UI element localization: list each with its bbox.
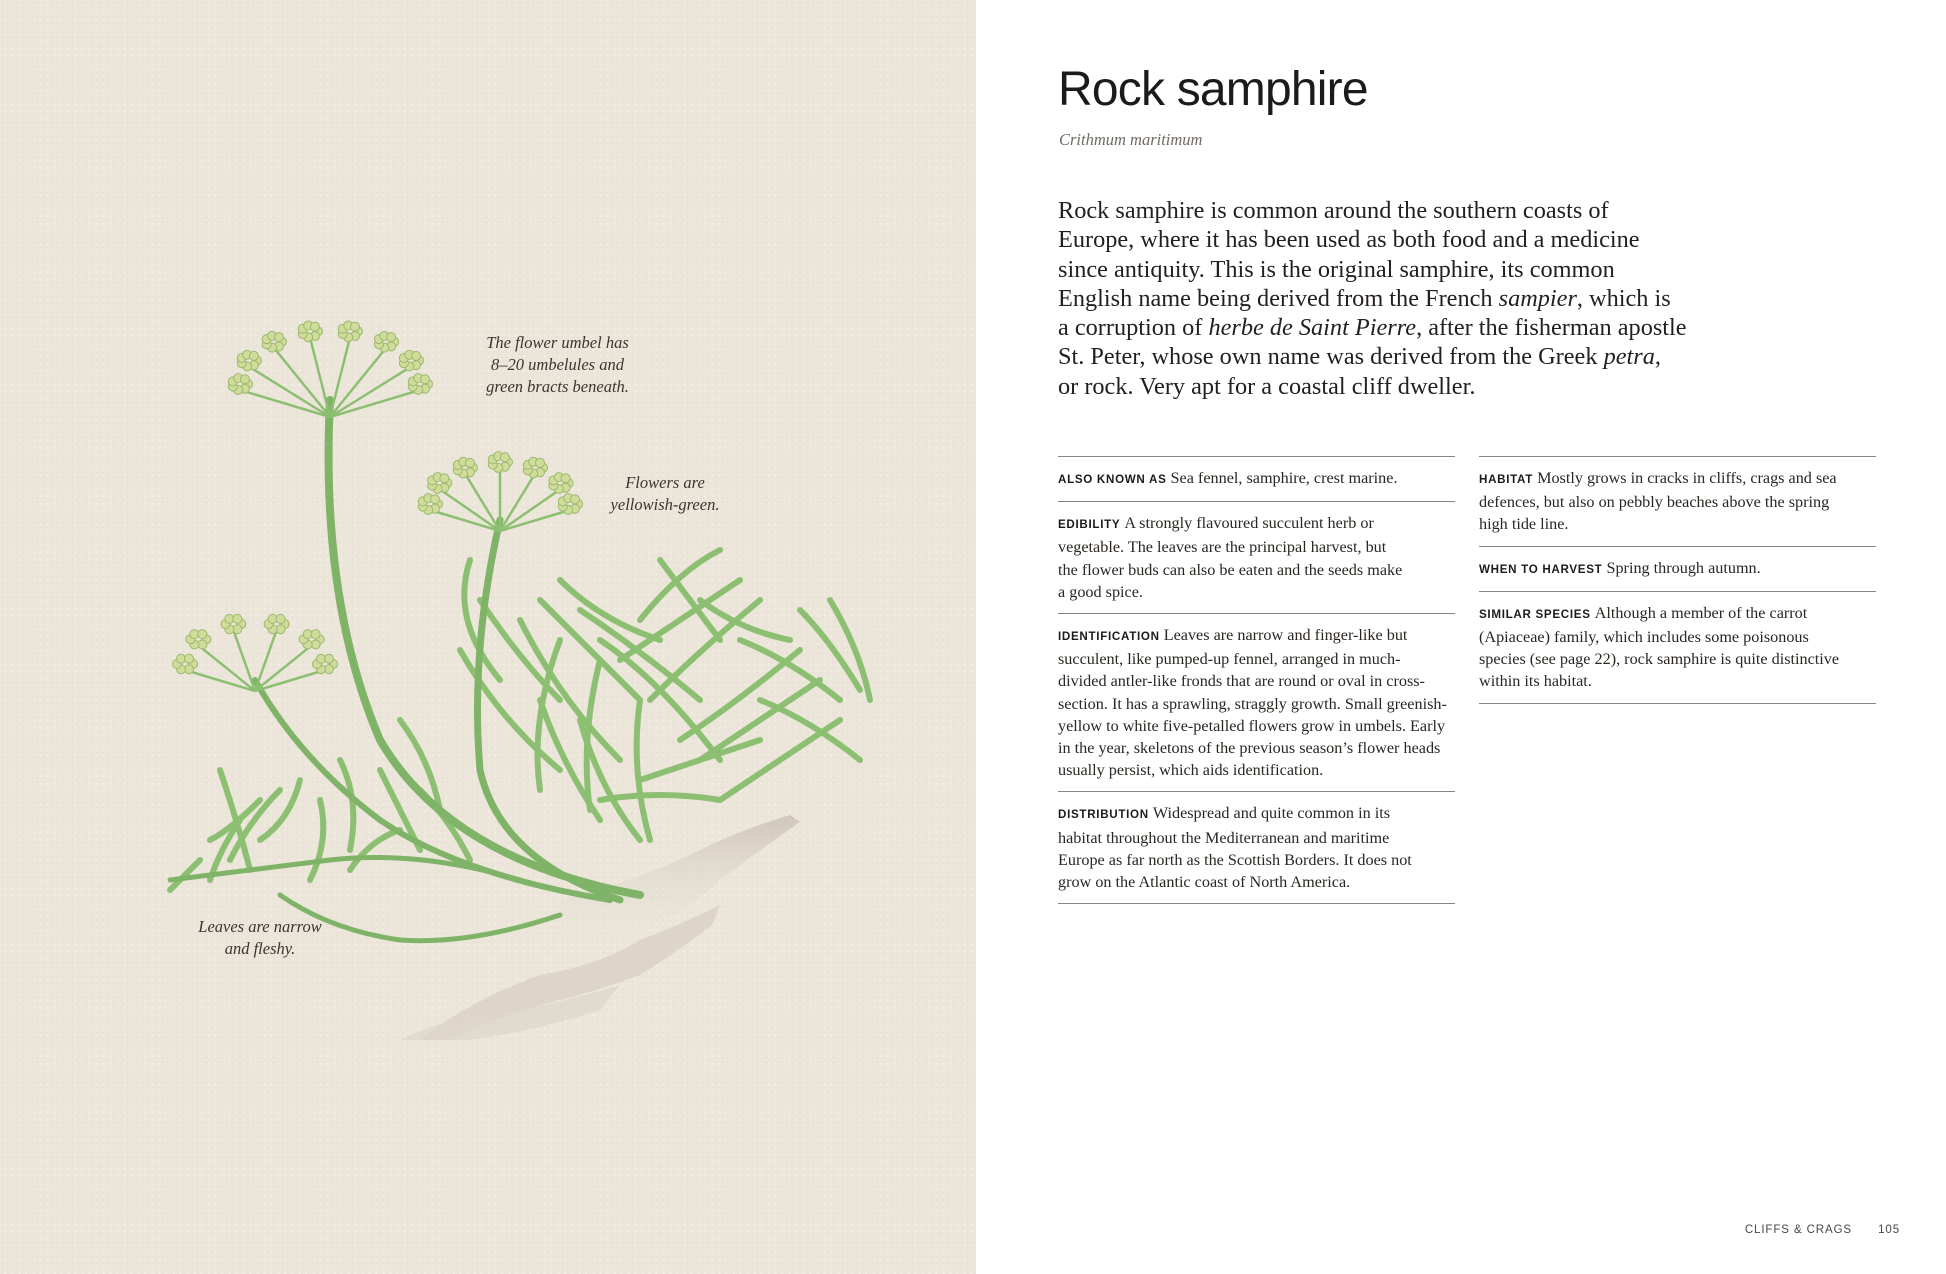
info-text-line: Although a member of the carrot [1594,603,1808,622]
info-text-line: (Apiaceae) family, which includes some poisonous [1479,628,1809,647]
info-text-line: Europe as far north as the Scottish Borders. It does not [1058,850,1412,869]
intro-paragraph [1058,196,1698,401]
annotation-line: 8–20 umbelules and [491,355,624,374]
info-text-line: usually persist, which aids identification. [1058,761,1324,780]
info-text-line: defences, but also on pebbly beaches above the spring [1479,493,1830,512]
info-text-line: Sea fennel, samphire, crest marine. [1170,469,1398,487]
info-text-line: Mostly grows in cracks in cliffs, crags and sea [1537,469,1837,487]
intro-text-run: , after the fisherman apostle [1416,314,1687,342]
annotation-line: Flowers are [625,473,705,492]
annotation-line: Leaves are narrow [198,917,322,936]
intro-text-run: , [1654,343,1661,371]
info-text-line: species (see page 22), rock samphire is quite distinctive [1479,650,1840,669]
leaf [480,600,560,700]
intro-text-run: Rock samphire is common around the southern coasts of [1058,197,1609,224]
info-text-line: habitat throughout the Mediterranean and maritime [1058,828,1390,847]
info-text-line: A strongly flavoured succulent herb or [1124,514,1374,533]
text-page [976,0,1946,1274]
intro-text-run: Europe, where it has been used as both food and a medicine [1058,226,1640,254]
info-entry-edibility [1058,501,1455,613]
leaf [600,795,720,800]
annotation-line: yellowish-green. [610,495,720,514]
info-text-line: vegetable. The leaves are the principal harvest, but [1058,538,1387,557]
annotation-flowers [600,472,730,516]
leaf [640,740,760,780]
leaf [340,760,353,850]
intro-text-run: since antiquity. This is the original samphire, its common [1058,255,1615,283]
leaf [350,830,400,870]
info-entry-distribution [1058,791,1455,904]
intro-text-run: English name being derived from the French [1058,284,1499,312]
annotation-flower-umbel [470,332,645,398]
info-text-line: Spring through autumn. [1606,558,1761,577]
info-label: WHEN TO HARVEST [1479,562,1603,576]
info-text-line: high tide line. [1479,515,1569,534]
info-text-line: the flower buds can also be eaten and the seeds make [1058,560,1403,579]
info-text-line: section. It has a sprawling, straggly growth. Small greenish- [1058,694,1447,713]
intro-line [1058,284,1698,313]
info-column-right [1479,456,1876,704]
intro-line [1058,313,1698,342]
intro-line [1058,342,1698,371]
info-label: DISTRIBUTION [1058,808,1149,822]
annotation-leaves [180,916,340,960]
page-title: Rock samphire [1058,63,1368,116]
info-text-line: a good spice. [1058,582,1143,601]
leaf [310,800,323,880]
section-name: CLIFFS & CRAGS [1744,1224,1852,1236]
intro-italic-run: petra [1603,343,1655,371]
intro-line [1058,225,1698,254]
info-text-line: Leaves are narrow and finger-like but [1163,626,1408,645]
intro-italic-run: sampier [1498,284,1577,312]
intro-line [1058,372,1698,401]
intro-text-run: or rock. Very apt for a coastal cliff dweller. [1058,372,1476,400]
info-text-line: grow on the Atlantic coast of North America. [1058,873,1351,892]
info-text-line: Widespread and quite common in its [1152,804,1391,823]
intro-text-run: St. Peter, whose own name was derived from the Greek [1058,343,1604,371]
info-label: HABITAT [1479,473,1534,486]
intro-text-run: , which is [1576,284,1671,312]
info-text-line: succulent, like pumped-up fennel, arranged in much- [1058,650,1401,669]
info-entry-identification [1058,613,1455,791]
rock-shading [400,815,800,1040]
info-label: EDIBILITY [1058,518,1121,532]
intro-italic-run: herbe de Saint Pierre [1208,314,1417,342]
info-column-left [1058,456,1455,904]
info-text-line: within its habitat. [1479,672,1592,691]
info-label: IDENTIFICATION [1058,630,1160,644]
umbel [418,452,582,531]
leaf [760,700,860,760]
info-entry-when-to-harvest [1479,546,1876,591]
annotation-line: and fleshy. [224,939,296,958]
info-text-line: yellow to white five-petalled flowers grow in umbels. Early [1058,716,1446,735]
info-label: SIMILAR SPECIES [1479,607,1591,621]
intro-line [1058,255,1698,284]
annotation-line: The flower umbel has [486,333,629,352]
info-text-line: divided antler-like fronds that are round or oval in cross- [1058,672,1425,691]
info-label: ALSO KNOWN AS [1058,473,1167,486]
intro-line [1058,196,1698,225]
annotation-line: green bracts beneath. [486,377,629,396]
latin-name: Crithmum maritimum [1059,130,1203,149]
leaf [637,700,650,840]
info-entry-habitat [1479,456,1876,546]
running-footer [1745,1224,1900,1236]
page-number: 105 [1878,1224,1900,1236]
info-entry-also-known-as [1058,456,1455,501]
leaf [740,640,840,700]
intro-text-run: a corruption of [1058,314,1209,342]
info-text-line: in the year, skeletons of the previous season’s flower heads [1058,739,1441,758]
info-entry-similar-species [1479,591,1876,704]
